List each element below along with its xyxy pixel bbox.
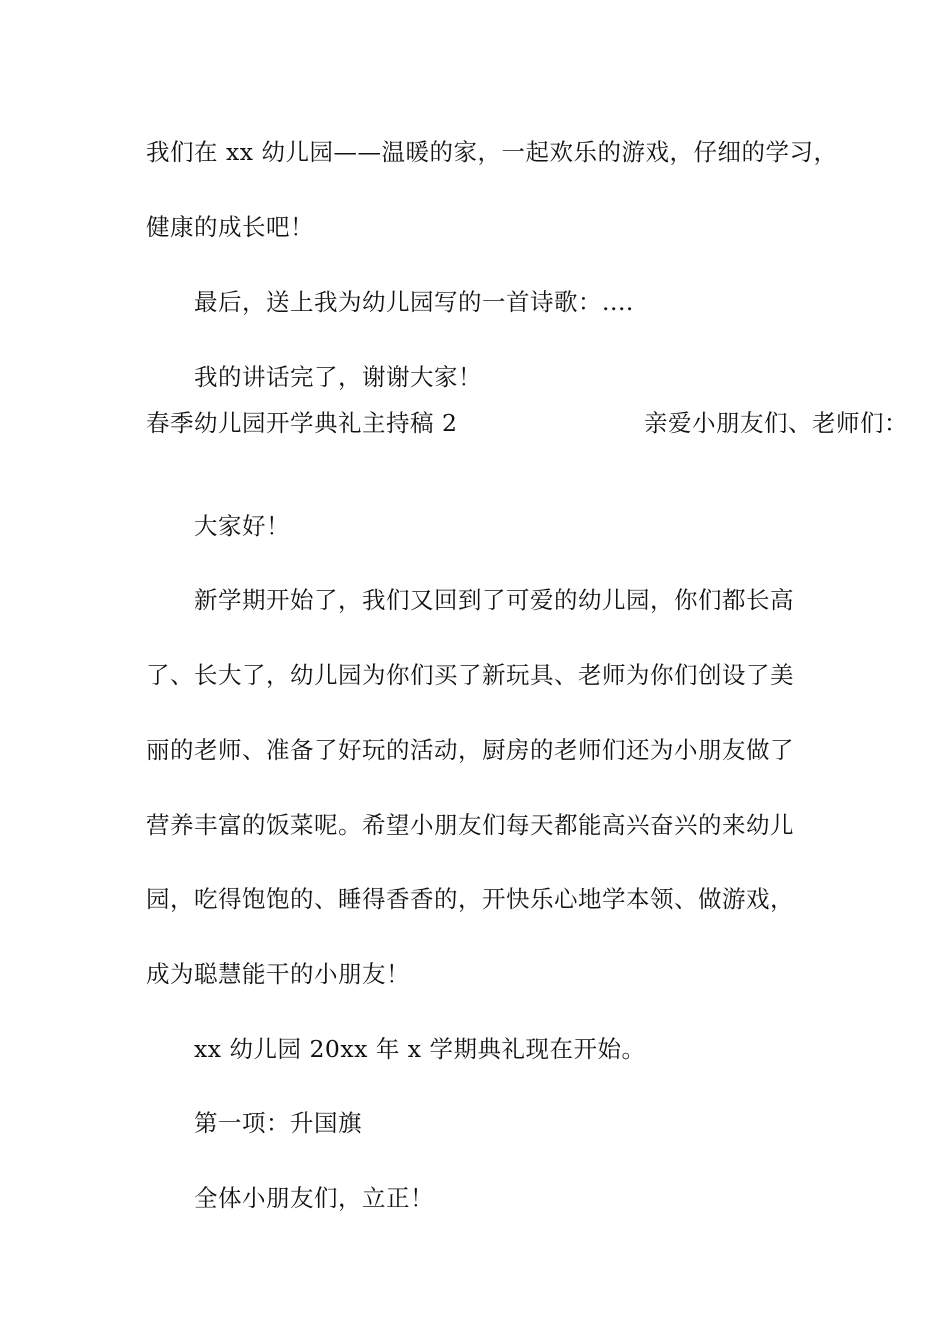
paragraph-line: 健康的成长吧！ <box>146 213 314 241</box>
paragraph-line: 我们在 xx 幼儿园——温暖的家，一起欢乐的游戏，仔细的学习， <box>146 138 838 166</box>
paragraph-line: 营养丰富的饭菜呢。希望小朋友们每天都能高兴奋兴的来幼儿 <box>146 811 794 839</box>
paragraph-line: 园，吃得饱饱的、睡得香香的，开快乐心地学本领、做游戏， <box>146 885 794 913</box>
section-title: 春季幼儿园开学典礼主持稿 2 <box>146 409 458 437</box>
paragraph-line: xx 幼儿园 20xx 年 x 学期典礼现在开始。 <box>194 1035 646 1063</box>
paragraph-line: 了、长大了，幼儿园为你们买了新玩具、老师为你们创设了美 <box>146 661 794 689</box>
paragraph-line: 第一项：升国旗 <box>194 1109 362 1137</box>
salutation: 亲爱小朋友们、老师们： <box>644 409 908 437</box>
paragraph-line: 大家好！ <box>194 512 290 540</box>
paragraph-line: 最后，送上我为幼儿园写的一首诗歌：.... <box>194 288 634 316</box>
section-title-line <box>146 403 908 443</box>
paragraph-line: 全体小朋友们，立正！ <box>194 1184 434 1212</box>
paragraph-line: 新学期开始了，我们又回到了可爱的幼儿园，你们都长高 <box>194 586 794 614</box>
paragraph-line: 丽的老师、准备了好玩的活动，厨房的老师们还为小朋友做了 <box>146 736 794 764</box>
paragraph-line: 成为聪慧能干的小朋友！ <box>146 960 410 988</box>
paragraph-line: 我的讲话完了，谢谢大家！ <box>194 363 482 391</box>
